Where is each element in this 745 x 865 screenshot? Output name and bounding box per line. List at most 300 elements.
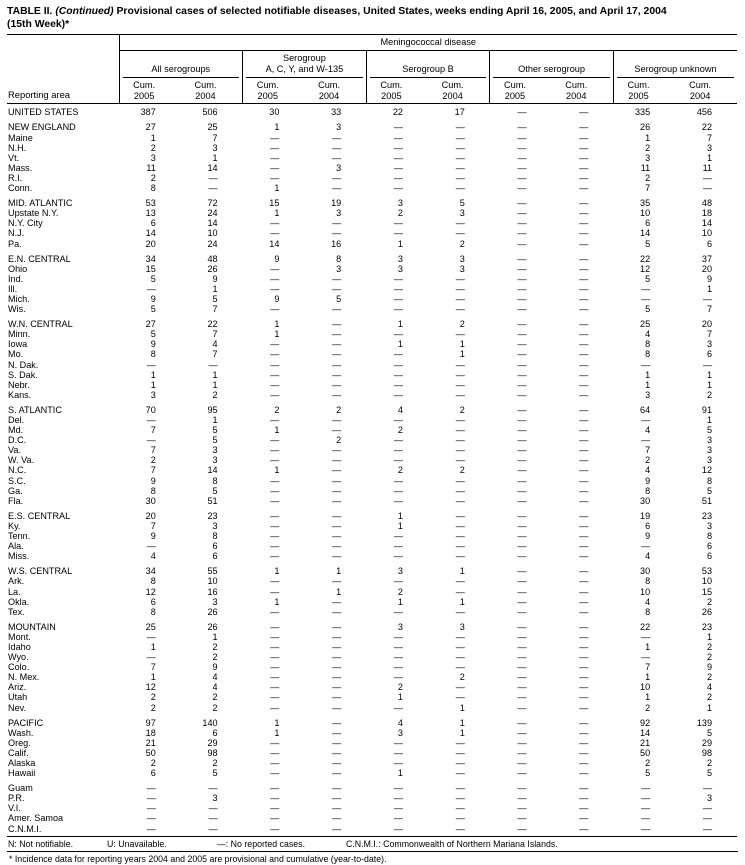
value-cell: 14 — [269, 238, 280, 249]
value-cell: — — [270, 495, 280, 506]
value-cell: — — [455, 641, 465, 652]
value-cell: 1 — [150, 369, 156, 380]
value-cell: — — [270, 541, 280, 552]
value-cell: 6 — [706, 541, 713, 552]
value-cell: 1 — [212, 631, 218, 642]
value-cell: 1 — [212, 369, 218, 380]
reporting-area-cell: N.H. — [8, 142, 27, 153]
value-cell: — — [332, 369, 342, 380]
value-cell: — — [393, 304, 403, 315]
value-cell: 4 — [645, 596, 651, 607]
reporting-area-cell: Maine — [8, 132, 33, 143]
value-cell: — — [270, 172, 280, 183]
value-cell: — — [332, 641, 342, 652]
reporting-area-cell: Mo. — [8, 349, 24, 360]
reporting-area-cell: MID. ATLANTIC — [8, 198, 73, 209]
value-cell: 9 — [645, 531, 651, 542]
value-cell: — — [393, 283, 403, 294]
value-cell: 5 — [706, 768, 713, 779]
table-row — [7, 607, 737, 617]
value-cell: — — [270, 455, 280, 466]
value-cell: — — [393, 455, 403, 466]
value-cell: — — [208, 359, 218, 370]
value-cell: 5 — [459, 198, 465, 209]
value-cell: — — [270, 389, 280, 400]
table-row — [7, 264, 737, 274]
column-group-label: Serogroup A, C, Y, and W-135 — [246, 53, 363, 78]
cum-year-header: Cum. 2005 — [613, 78, 675, 104]
value-cell: — — [517, 747, 527, 758]
value-cell: — — [332, 783, 342, 794]
value-cell: 18 — [145, 727, 156, 738]
reporting-area-cell: Ohio — [8, 263, 28, 274]
value-cell: — — [393, 293, 403, 304]
value-cell: 3 — [212, 445, 218, 456]
value-cell: 1 — [397, 692, 403, 703]
value-cell: — — [579, 495, 589, 506]
table-row — [7, 682, 737, 692]
value-cell: 8 — [150, 576, 156, 587]
reporting-area-cell: NEW ENGLAND — [8, 122, 76, 133]
value-cell: — — [332, 541, 342, 552]
table-row — [7, 304, 737, 314]
value-cell: 23 — [207, 510, 218, 521]
value-cell: — — [517, 758, 527, 769]
value-cell: — — [517, 283, 527, 294]
table-row — [7, 576, 737, 586]
value-cell: — — [393, 631, 403, 642]
value-cell: 92 — [640, 717, 651, 728]
value-cell: — — [579, 606, 589, 617]
value-cell: — — [332, 359, 342, 370]
table-row — [7, 632, 737, 642]
cum-year-header: Cum. 2005 — [119, 78, 181, 104]
value-cell: — — [332, 803, 342, 814]
value-cell: — — [393, 218, 403, 229]
value-cell: — — [270, 758, 280, 769]
value-cell: — — [270, 631, 280, 642]
value-cell: 1 — [397, 319, 403, 330]
value-cell: 1 — [150, 672, 156, 683]
value-cell: 23 — [701, 621, 713, 632]
reporting-area-cell: N. Mex. — [8, 672, 40, 683]
value-cell: — — [579, 475, 589, 486]
value-cell: — — [146, 793, 156, 804]
value-cell: 7 — [706, 132, 713, 143]
reporting-area-cell: Kans. — [8, 389, 32, 400]
value-cell: — — [332, 465, 342, 476]
reporting-area-cell: Wyo. — [8, 652, 29, 663]
value-cell: — — [393, 495, 403, 506]
value-cell: 4 — [212, 672, 218, 683]
reporting-area-cell: W.S. CENTRAL — [8, 566, 73, 577]
cum-year-header: Cum. 2004 — [552, 78, 614, 104]
value-cell: 5 — [212, 425, 218, 436]
value-cell: 48 — [701, 198, 713, 209]
value-cell: — — [393, 349, 403, 360]
value-cell: 1 — [645, 369, 651, 380]
value-cell: 7 — [150, 520, 156, 531]
value-cell: — — [270, 747, 280, 758]
value-cell: — — [641, 283, 651, 294]
value-cell: — — [393, 641, 403, 652]
value-cell: — — [517, 435, 527, 446]
value-cell: 5 — [150, 329, 156, 340]
value-cell: — — [579, 813, 589, 824]
value-cell: 8 — [150, 485, 156, 496]
value-cell: — — [579, 692, 589, 703]
cum-year-header: Cum. 2005 — [366, 78, 428, 104]
value-cell: — — [517, 783, 527, 794]
value-cell: — — [579, 672, 589, 683]
value-cell: 2 — [645, 758, 651, 769]
reporting-area-cell: Ind. — [8, 273, 24, 284]
value-cell: — — [332, 727, 342, 738]
value-cell: — — [579, 228, 589, 239]
value-cell: 3 — [212, 142, 218, 153]
table-row — [7, 239, 737, 249]
table-row — [7, 349, 737, 359]
cum-year-header: Cum. 2004 — [675, 78, 737, 104]
value-cell: 2 — [336, 404, 342, 415]
value-cell: 11 — [146, 162, 156, 173]
value-cell: — — [579, 349, 589, 360]
value-cell: 11 — [640, 162, 651, 173]
reporting-area-cell: Utah — [8, 692, 28, 703]
value-cell: 2 — [150, 172, 156, 183]
value-cell: 22 — [392, 107, 403, 118]
value-cell: 2 — [212, 692, 218, 703]
value-cell: 8 — [645, 606, 651, 617]
value-cell: 1 — [397, 520, 403, 531]
table-row — [7, 803, 737, 813]
value-cell: — — [517, 122, 527, 133]
value-cell: 2 — [274, 404, 280, 415]
value-cell: — — [517, 369, 527, 380]
value-cell: — — [517, 737, 527, 748]
value-cell: — — [641, 652, 651, 663]
value-cell: 1 — [706, 415, 713, 426]
value-cell: — — [517, 132, 527, 143]
table-row — [7, 183, 737, 193]
reporting-area-cell: Mich. — [8, 293, 30, 304]
value-cell: — — [455, 172, 465, 183]
reporting-area-cell: Idaho — [8, 641, 31, 652]
value-cell: — — [393, 803, 403, 814]
value-cell: — — [517, 520, 527, 531]
value-cell: — — [393, 747, 403, 758]
value-cell: 1 — [706, 152, 713, 163]
value-cell: — — [393, 783, 403, 794]
value-cell: 2 — [645, 702, 651, 713]
cum-year-header: Cum. 2004 — [428, 78, 490, 104]
value-cell: — — [332, 218, 342, 229]
value-cell: — — [270, 813, 280, 824]
reporting-area-cell: UNITED STATES — [8, 107, 79, 118]
value-cell: — — [579, 253, 589, 264]
value-cell: — — [393, 445, 403, 456]
value-cell: — — [517, 425, 527, 436]
column-group-label: All serogroups — [123, 64, 240, 78]
value-cell: 9 — [274, 293, 280, 304]
value-cell: — — [332, 793, 342, 804]
value-cell: 29 — [207, 737, 218, 748]
value-cell: — — [270, 359, 280, 370]
value-cell: 7 — [150, 445, 156, 456]
value-cell: 3 — [706, 793, 713, 804]
value-cell: 2 — [706, 641, 713, 652]
value-cell: — — [270, 339, 280, 350]
value-cell: — — [517, 172, 527, 183]
value-cell: 11 — [702, 162, 713, 173]
value-cell: — — [270, 520, 280, 531]
value-cell: — — [455, 783, 465, 794]
value-cell: 3 — [397, 253, 403, 264]
value-cell: 35 — [640, 198, 651, 209]
value-cell: — — [579, 465, 589, 476]
value-cell: — — [579, 727, 589, 738]
value-cell: — — [332, 349, 342, 360]
value-cell: 12 — [640, 263, 651, 274]
value-cell: 24 — [207, 238, 218, 249]
reporting-area-cell: Ariz. — [8, 682, 27, 693]
value-cell: 1 — [706, 283, 713, 294]
value-cell: — — [579, 198, 589, 209]
value-cell: — — [517, 359, 527, 370]
value-cell: — — [455, 793, 465, 804]
value-cell: — — [517, 349, 527, 360]
value-cell: — — [579, 152, 589, 163]
table-row — [7, 541, 737, 551]
value-cell: — — [393, 273, 403, 284]
value-cell: — — [455, 586, 465, 597]
value-cell: 6 — [645, 218, 651, 229]
value-cell: 3 — [336, 122, 342, 133]
reporting-area-cell: PACIFIC — [8, 717, 44, 728]
value-cell: 30 — [640, 495, 651, 506]
value-cell: — — [702, 823, 713, 834]
table-row — [7, 249, 737, 264]
value-cell: 22 — [701, 122, 713, 133]
value-cell: 19 — [331, 198, 342, 209]
value-cell: — — [579, 304, 589, 315]
value-cell: — — [702, 359, 713, 370]
value-cell: — — [579, 142, 589, 153]
value-cell: — — [517, 329, 527, 340]
value-cell: 20 — [145, 510, 156, 521]
value-cell: 91 — [701, 404, 713, 415]
value-cell: — — [393, 485, 403, 496]
table-row — [7, 617, 737, 632]
value-cell: 5 — [706, 425, 713, 436]
table-title-text: Provisional cases of selected notifiable diseases, United States, weeks ending April 16, 2005, and April 17, 2004 — [116, 6, 667, 17]
value-cell: — — [579, 576, 589, 587]
table-row — [7, 662, 737, 672]
table-row — [7, 597, 737, 607]
value-cell: 3 — [397, 727, 403, 738]
value-cell: 15 — [145, 263, 156, 274]
reporting-area-cell: Ark. — [8, 576, 25, 587]
value-cell: 3 — [706, 520, 713, 531]
value-cell: 25 — [207, 122, 218, 133]
value-cell: — — [270, 662, 280, 673]
value-cell: — — [517, 107, 527, 118]
table-row — [7, 370, 737, 380]
value-cell: — — [517, 768, 527, 779]
table-row — [7, 531, 737, 541]
value-cell: — — [579, 531, 589, 542]
value-cell: — — [517, 228, 527, 239]
value-cell: 26 — [207, 606, 218, 617]
value-cell: — — [270, 349, 280, 360]
reporting-area-cell: Hawaii — [8, 768, 36, 779]
value-cell: — — [702, 803, 713, 814]
value-cell: 7 — [212, 132, 218, 143]
table-row — [7, 228, 737, 238]
value-cell: 3 — [336, 162, 342, 173]
value-cell: — — [517, 304, 527, 315]
value-cell: 50 — [640, 747, 651, 758]
value-cell: — — [393, 142, 403, 153]
value-cell: 6 — [212, 551, 218, 562]
value-cell: 2 — [212, 641, 218, 652]
value-cell: 1 — [459, 717, 465, 728]
value-cell: — — [332, 445, 342, 456]
table-footnote: * Incidence data for reporting years 2004 and 2005 are provisional and cumulative (year-to-date). — [9, 854, 387, 865]
value-cell: — — [146, 283, 156, 294]
reporting-area-cell: S. ATLANTIC — [8, 404, 62, 415]
table-row — [7, 329, 737, 339]
value-cell: — — [332, 339, 342, 350]
value-cell: — — [579, 425, 589, 436]
value-cell: — — [455, 823, 465, 834]
value-cell: 2 — [150, 142, 156, 153]
value-cell: — — [579, 415, 589, 426]
value-cell: 14 — [640, 228, 651, 239]
value-cell: — — [332, 621, 342, 632]
value-cell: — — [332, 596, 342, 607]
table-row — [7, 824, 737, 837]
value-cell: 6 — [150, 768, 156, 779]
value-cell: 2 — [150, 702, 156, 713]
value-cell: — — [332, 520, 342, 531]
value-cell: 26 — [640, 122, 651, 133]
value-cell: 1 — [645, 692, 651, 703]
value-cell: 9 — [706, 273, 713, 284]
value-cell: — — [641, 541, 651, 552]
table-row — [7, 360, 737, 370]
table-row — [7, 652, 737, 662]
value-cell: — — [455, 415, 465, 426]
value-cell: 25 — [145, 621, 156, 632]
value-cell: 2 — [459, 672, 465, 683]
value-cell: — — [579, 435, 589, 446]
value-cell: — — [455, 122, 465, 133]
value-cell: 2 — [212, 758, 218, 769]
value-cell: 9 — [274, 253, 280, 264]
reporting-area-cell: Alaska — [8, 758, 36, 769]
value-cell: — — [332, 702, 342, 713]
reporting-area-cell: Tex. — [8, 606, 25, 617]
value-cell: — — [270, 132, 280, 143]
value-cell: 2 — [706, 389, 713, 400]
value-cell: 53 — [701, 566, 713, 577]
value-cell: — — [270, 162, 280, 173]
value-cell: 95 — [207, 404, 218, 415]
value-cell: — — [270, 606, 280, 617]
value-cell: — — [393, 672, 403, 683]
value-cell: 34 — [145, 253, 156, 264]
value-cell: 19 — [640, 510, 651, 521]
reporting-area-cell: Upstate N.Y. — [8, 208, 59, 219]
reporting-area-cell: Guam — [8, 783, 33, 794]
value-cell: 34 — [145, 566, 156, 577]
table-row — [7, 163, 737, 173]
value-cell: 9 — [150, 531, 156, 542]
value-cell: 9 — [212, 662, 218, 673]
value-cell: 3 — [459, 253, 465, 264]
value-cell: 13 — [145, 208, 156, 219]
value-cell: — — [579, 218, 589, 229]
reporting-area-cell: Minn. — [8, 329, 31, 340]
reporting-area-cell: R.I. — [8, 172, 23, 183]
value-cell: — — [517, 495, 527, 506]
value-cell: 7 — [212, 349, 218, 360]
legend-item: C.N.M.I.: Commonwealth of Northern Mariana Islands. — [346, 838, 558, 849]
value-cell: — — [332, 273, 342, 284]
value-cell: — — [332, 415, 342, 426]
value-cell: — — [517, 813, 527, 824]
value-cell: — — [455, 142, 465, 153]
table-row — [7, 813, 737, 823]
value-cell: 5 — [212, 485, 218, 496]
value-cell: — — [332, 228, 342, 239]
value-cell: 26 — [701, 606, 713, 617]
value-cell: — — [517, 531, 527, 542]
value-cell: 2 — [706, 692, 713, 703]
value-cell: 14 — [207, 218, 218, 229]
value-cell: 2 — [706, 596, 713, 607]
value-cell: 3 — [706, 455, 713, 466]
reporting-area-cell: Calif. — [8, 747, 29, 758]
value-cell: — — [270, 652, 280, 663]
value-cell: 3 — [212, 520, 218, 531]
reporting-area-cell: C.N.M.I. — [8, 823, 42, 834]
value-cell: — — [270, 369, 280, 380]
value-cell: 5 — [212, 293, 218, 304]
table-row — [7, 218, 737, 228]
value-cell: — — [270, 586, 280, 597]
value-cell: — — [517, 793, 527, 804]
reporting-area-cell: E.N. CENTRAL — [8, 253, 71, 264]
table-row — [7, 642, 737, 652]
value-cell: — — [270, 737, 280, 748]
value-cell: 21 — [640, 737, 651, 748]
value-cell: — — [579, 551, 589, 562]
value-cell: — — [393, 813, 403, 824]
reporting-area-cell: P.R. — [8, 793, 25, 804]
value-cell: — — [146, 359, 156, 370]
value-cell: 2 — [212, 702, 218, 713]
value-cell: — — [579, 369, 589, 380]
value-cell: — — [332, 183, 342, 194]
value-cell: 23 — [701, 510, 713, 521]
value-cell: 3 — [397, 621, 403, 632]
value-cell: 15 — [269, 198, 280, 209]
value-cell: — — [579, 359, 589, 370]
table-row — [7, 435, 737, 445]
value-cell: — — [270, 621, 280, 632]
